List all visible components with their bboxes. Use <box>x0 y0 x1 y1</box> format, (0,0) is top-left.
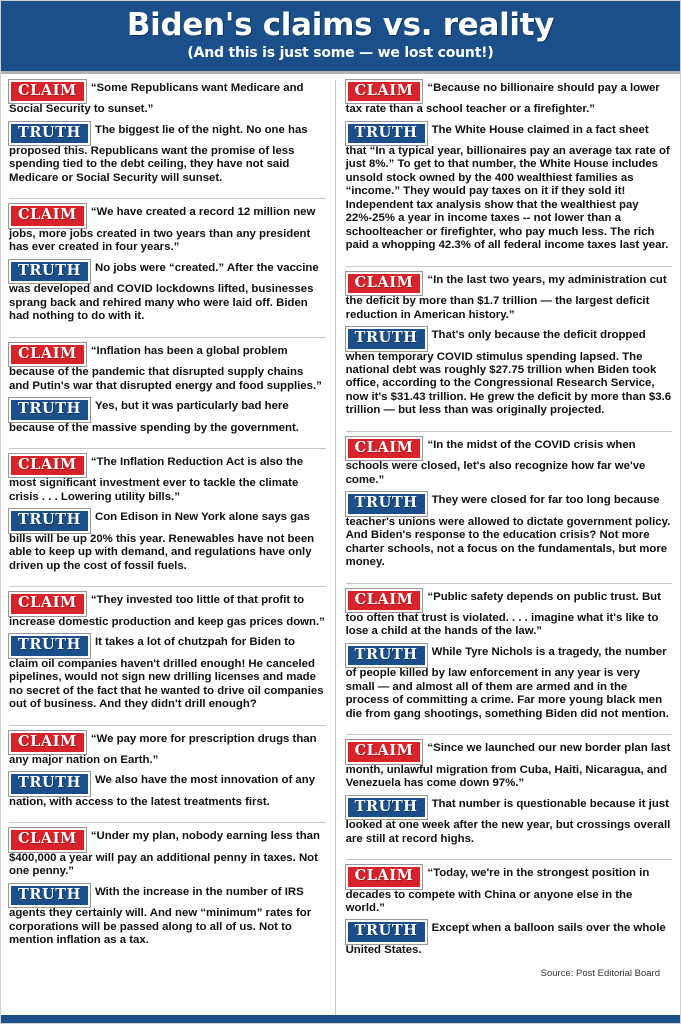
claim-truth-entry <box>9 204 326 328</box>
claim-badge: CLAIM <box>9 454 86 478</box>
truth-paragraph <box>346 492 672 569</box>
claim-truth-entry <box>9 454 326 578</box>
claim-badge: CLAIM <box>346 272 423 296</box>
claim-truth-entry <box>9 828 326 952</box>
claim-badge: CLAIM <box>346 865 423 889</box>
truth-badge: TRUTH <box>346 644 427 668</box>
claim-text: “In the last two years, my administration cut the deficit by more than $1.7 trillion — the largest deficit reduction in American history.” <box>345 273 667 321</box>
right-column <box>346 80 672 1015</box>
truth-badge: TRUTH <box>9 260 90 284</box>
claim-paragraph <box>346 740 672 790</box>
claim-badge: CLAIM <box>9 731 86 755</box>
divider <box>346 266 672 267</box>
claim-paragraph <box>9 80 326 117</box>
truth-paragraph <box>346 644 672 721</box>
truth-paragraph <box>9 509 326 573</box>
truth-badge: TRUTH <box>9 398 90 422</box>
truth-text: While Tyre Nichols is a tragedy, the number of people killed by law enforcement in any year is very small — and almost all of them are armed and in the process of committing a crime. Far more young black men die from gang shootings, something Biden did not mention. <box>345 645 669 720</box>
claim-paragraph <box>346 272 672 322</box>
claim-badge: CLAIM <box>9 828 86 852</box>
claim-paragraph <box>346 589 672 639</box>
claim-truth-entry <box>9 80 326 191</box>
claim-paragraph <box>346 80 672 117</box>
divider <box>9 337 326 338</box>
claim-text: “Some Republicans want Medicare and Social Security to sunset.” <box>9 81 304 116</box>
truth-badge: TRUTH <box>346 920 427 944</box>
divider <box>346 734 672 735</box>
truth-paragraph <box>9 398 326 435</box>
claim-text: “Public safety depends on public trust. But too often that trust is violated. . . . imagine what it's like to lose a child at the hands of the law.” <box>345 590 661 638</box>
truth-badge: TRUTH <box>9 884 90 908</box>
divider <box>346 583 672 584</box>
masthead <box>1 1 680 74</box>
claim-badge: CLAIM <box>346 437 423 461</box>
claim-truth-entry <box>346 865 672 962</box>
claim-badge: CLAIM <box>346 589 423 613</box>
claim-text: “We have created a record 12 million new jobs, more jobs created in two years than any president has ever created in four years.” <box>9 206 316 254</box>
claim-truth-entry <box>9 731 326 815</box>
truth-paragraph <box>9 634 326 711</box>
divider <box>346 431 672 432</box>
truth-text: Con Edison in New York alone says gas bills will be up 20% this year. Renewables have not been able to keep up with demand, and regulations have only driven up the cost of fossil fuels. <box>9 511 315 572</box>
truth-paragraph <box>9 122 326 186</box>
claim-paragraph <box>346 437 672 487</box>
claim-paragraph <box>9 731 326 768</box>
divider <box>9 725 326 726</box>
claim-paragraph <box>9 592 326 629</box>
source-credit: Source: Post Editorial Board <box>540 968 660 980</box>
truth-badge: TRUTH <box>346 122 427 146</box>
page-subtitle: (And this is just some — we lost count!) <box>187 44 494 61</box>
claim-truth-entry <box>346 740 672 851</box>
divider <box>9 448 326 449</box>
bottom-bar <box>1 1015 680 1023</box>
truth-text: The White House claimed in a fact sheet that “In a typical year, billionaires pay an average tax rate of just 8%.” To get to that number, the White House includes unsold stock owned by the 400 wealthiest families as “income.” They would pay taxes on it if they sold it! Independent tax analysis show that the wealthiest pay 22%-25% a year in income taxes -- not lower than a schoolteacher or firefighter, who pay much less. The rich paid a whopping 42.3% of all federal income taxes last year. <box>345 123 670 252</box>
claim-paragraph <box>9 454 326 504</box>
left-column <box>9 80 336 1015</box>
truth-badge: TRUTH <box>9 634 90 658</box>
truth-badge: TRUTH <box>346 327 427 351</box>
claim-text: “We pay more for prescription drugs than any major nation on Earth.” <box>9 732 317 767</box>
divider <box>9 198 326 199</box>
claim-badge: CLAIM <box>9 80 86 104</box>
truth-badge: TRUTH <box>346 796 427 820</box>
claim-truth-entry <box>9 592 326 716</box>
truth-text: Yes, but it was particularly bad here because of the massive spending by the government. <box>9 400 299 434</box>
truth-text: It takes a lot of chutzpah for Biden to claim oil companies haven't drilled enough! He canceled pipelines, would not sign new drilling licenses and made no secret of the fact that he wanted to drive oil companies out of business. And they didn't drill enough? <box>9 636 324 711</box>
claim-badge: CLAIM <box>9 204 86 228</box>
truth-badge: TRUTH <box>346 492 427 516</box>
divider <box>346 859 672 860</box>
claim-text: “Since we launched our new border plan last month, unlawful migration from Cuba, Haiti, Nicaragua, and Venezuela has come down 97%.” <box>345 742 671 790</box>
claim-badge: CLAIM <box>9 592 86 616</box>
truth-text: The biggest lie of the night. No one has proposed this. Republicans want the promise of less spending tied to the debt ceiling, they have not said Medicare or Social Security will sunset. <box>9 123 308 184</box>
claim-text: “Today, we're in the strongest position in decades to compete with China or anyone else in the world.” <box>345 867 650 914</box>
claim-truth-entry <box>9 343 326 440</box>
claim-paragraph <box>346 865 672 915</box>
claim-text: “In the midst of the COVID crisis when schools were closed, let's also recognize how far we've come.” <box>345 438 646 486</box>
claim-badge: CLAIM <box>346 740 423 764</box>
divider <box>9 586 326 587</box>
truth-badge: TRUTH <box>9 509 90 533</box>
divider <box>9 822 326 823</box>
truth-paragraph <box>346 796 672 846</box>
truth-paragraph <box>346 327 672 418</box>
truth-badge: TRUTH <box>9 772 90 796</box>
truth-text: They were closed for far too long because teacher's unions were allowed to dictate government policy. And Biden's response to the education crisis? Not more charter schools, not a focus on the fundamentals, but more money. <box>345 494 671 569</box>
truth-text: We also have the most innovation of any nation, with access to the latest treatments first. <box>9 774 316 808</box>
claim-paragraph <box>9 204 326 254</box>
claim-text: “Because no billionaire should pay a lower tax rate than a school teacher or a firefighter.” <box>345 81 660 116</box>
claim-truth-entry <box>346 80 672 258</box>
claim-paragraph <box>9 343 326 393</box>
claim-truth-entry <box>346 437 672 575</box>
truth-text: That's only because the deficit dropped when temporary COVID stimulus spending lapsed. The national debt was roughly $27.75 trillion when Biden took office, according to the Congressional Research Service, now it's $31.43 trillion. He grew the deficit by more than $3.6 trillion — but less than was originally projected. <box>345 329 672 417</box>
claim-badge: CLAIM <box>9 343 86 367</box>
claim-truth-entry <box>346 272 672 423</box>
claim-text: “They invested too little of that profit to increase domestic production and keep gas prices down.” <box>9 594 325 628</box>
claim-truth-entry <box>346 589 672 727</box>
page-title: Biden's claims vs. reality <box>126 7 555 43</box>
claim-badge: CLAIM <box>346 80 423 104</box>
truth-badge: TRUTH <box>9 122 90 146</box>
truth-text: No jobs were “created.” After the vaccine was developed and COVID lockdowns lifted, businesses sprang back and rehired many who were laid off. Biden had nothing to do with it. <box>9 261 319 323</box>
truth-paragraph <box>346 122 672 253</box>
truth-paragraph <box>9 260 326 324</box>
truth-text: Except when a balloon sails over the whole United States. <box>345 922 666 956</box>
claim-text: “Under my plan, nobody earning less than $400,000 a year will pay an additional penny in taxes. Not one penny.” <box>9 830 320 878</box>
columns <box>1 74 680 1015</box>
claim-paragraph <box>9 828 326 878</box>
truth-text: With the increase in the number of IRS agents they certainly will. And new “minimum” rates for corporations will be passed along to all of us. Not to mention inflation as a tax. <box>9 885 312 947</box>
truth-paragraph <box>346 920 672 957</box>
claim-text: “The Inflation Reduction Act is also the most significant investment ever to tackle the climate crisis . . . Lowering utility bills.” <box>9 455 304 503</box>
truth-paragraph <box>9 884 326 948</box>
truth-paragraph <box>9 772 326 809</box>
truth-text: That number is questionable because it just looked at one week after the new year, but crossings overall are still at record highs. <box>345 797 671 845</box>
claim-text: “Inflation has been a global problem because of the pandemic that disrupted supply chains and Putin's war that disrupted energy and food supplies.” <box>9 344 322 392</box>
